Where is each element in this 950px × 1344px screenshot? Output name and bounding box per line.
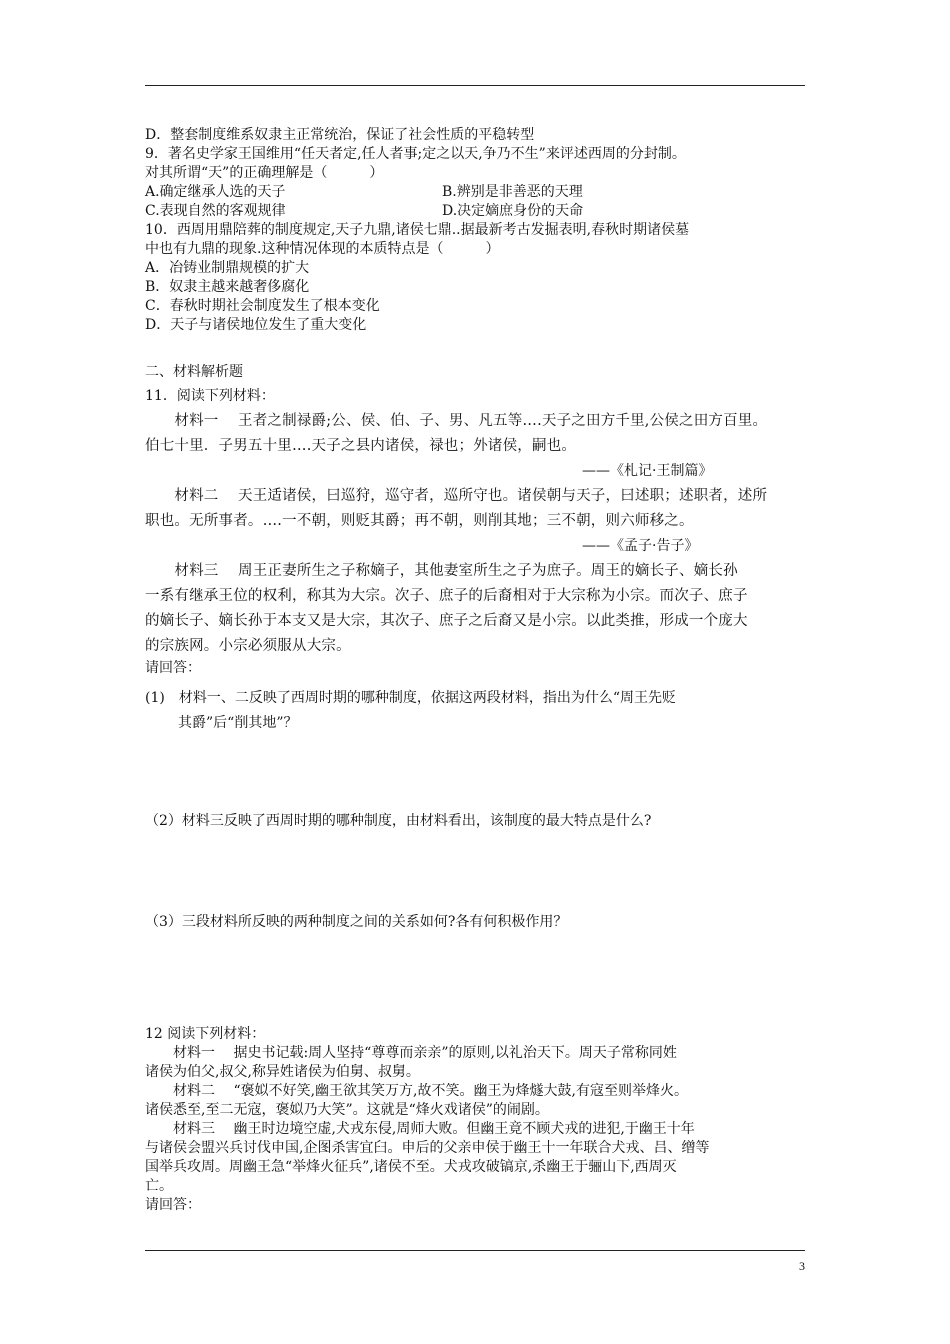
q11-material3-line3: 的嫡长子、嫡长孙于本支又是大宗，其次子、庶子之后裔又是小宗。以此类推，形成一个庞大 — [145, 613, 748, 629]
q10-option-c: C．春秋时期社会制度发生了根本变化 — [145, 298, 380, 314]
q11-material2-line1: 材料二 天王适诸侯，曰巡狩，巡守者，巡所守也。诸侯朝与天子，曰述职；述职者，述所 — [145, 488, 768, 504]
q10-option-a: A．冶铸业制鼎规模的扩大 — [145, 260, 310, 276]
q9-option-c: C.表现自然的客观规律 — [145, 203, 286, 219]
header-rule — [145, 85, 805, 86]
q12-ask: 请回答： — [145, 1197, 201, 1213]
q11-material3-line2: 一系有继承王位的权利，称其为大宗。次子、庶子的后裔相对于大宗称为小宗。而次子、庶子 — [145, 588, 748, 604]
section2-title: 二、材料解析题 — [145, 364, 243, 380]
q9-option-a: A.确定继承人选的天子 — [145, 184, 286, 200]
q11-sub2: （2）材料三反映了西周时期的哪种制度，由材料看出，该制度的最大特点是什么? — [145, 813, 652, 829]
q11-material2-source: ——《孟子·告子》 — [582, 538, 699, 554]
page-number: 3 — [799, 1259, 805, 1273]
q8-option-d: D．整套制度维系奴隶主正常统治，保证了社会性质的平稳转型 — [145, 127, 535, 143]
q12-material2-line2: 诸侯悉至,至二无寇，褒姒乃大笑”。这就是“烽火戏诸侯”的闹剧。 — [145, 1102, 549, 1118]
q12-material1-line2: 诸侯为伯父,叔父,称异姓诸侯为伯舅、叔舅。 — [145, 1064, 420, 1080]
q9-stem: 9．著名史学家王国维用“任天者定,任人者事;定之以天,争乃不生”来评述西周的分封制。 — [145, 146, 686, 162]
q10-option-b: B．奴隶主越来越奢侈腐化 — [145, 279, 310, 295]
q9-option-b: B.辨别是非善恶的天理 — [442, 184, 583, 200]
q11-material3-line1: 材料三 周王正妻所生之子称嫡子，其他妻室所生之子为庶子。周王的嫡长子、嫡长孙 — [145, 563, 738, 579]
q9-option-d: D.决定嫡庶身份的天命 — [442, 203, 584, 219]
q12-material2-line1: 材料二 “褒姒不好笑,幽王欲其笑万方,故不笑。幽王为烽燧大鼓,有寇至则举烽火。 — [145, 1083, 688, 1099]
q12-material3-line4: 亡。 — [145, 1178, 173, 1194]
q12-material3-line3: 国举兵攻周。周幽王急“举烽火征兵”,诸侯不至。犬戎攻破镐京,杀幽王于骊山下,西周灭 — [145, 1159, 677, 1175]
q10-stem: 10．西周用鼎陪葬的制度规定,天子九鼎,诸侯七鼎..据最新考古发掘表明,春秋时期诸侯墓 — [145, 222, 690, 238]
q11-sub1-line2: 其爵”后“削其地”？ — [178, 715, 298, 731]
q10-stem-cont: 中也有九鼎的现象.这种情况体现的本质特点是（ ） — [145, 241, 500, 257]
q9-stem-cont: 对其所谓“天”的正确理解是（ ） — [145, 165, 384, 181]
q12-intro: 12 阅读下列材料： — [145, 1026, 266, 1042]
q11-material1-source: ——《札记·王制篇》 — [582, 463, 713, 479]
q11-intro: 11．阅读下列材料： — [145, 388, 275, 404]
footer-rule — [145, 1250, 805, 1251]
q11-material1-line2: 伯七十里．子男五十里….天子之县内诸侯，禄也；外诸侯，嗣也。 — [145, 438, 577, 454]
q11-material1-line1: 材料一 王者之制禄爵;公、侯、伯、子、男、凡五等….天子之田方千里,公侯之田方百里。 — [145, 413, 768, 429]
q11-material3-line4: 的宗族网。小宗必须服从大宗。 — [145, 638, 351, 654]
q10-option-d: D．天子与诸侯地位发生了重大变化 — [145, 317, 367, 333]
q12-material1-line1: 材料一 据史书记载:周人坚持“尊尊而亲亲”的原则,以礼治天下。周天子常称同姓 — [145, 1045, 677, 1061]
q12-material3-line1: 材料三 幽王时边境空虚,犬戎东侵,周师大败。但幽王竟不顾犬戎的进犯,于幽王十年 — [145, 1121, 695, 1137]
q11-sub3: （3）三段材料所反映的两种制度之间的关系如何?各有何积极作用？ — [145, 914, 568, 930]
q12-material3-line2: 与诸侯会盟兴兵讨伐申国,企图杀害宜臼。申后的父亲申侯于幽王十一年联合犬戎、吕、缯等 — [145, 1140, 710, 1156]
q11-sub1-line1: (1) 材料一、二反映了西周时期的哪种制度，依据这两段材料，指出为什么“周王先贬 — [145, 690, 676, 706]
q11-material2-line2: 职也。无所事者。….一不朝，则贬其爵；再不朝，则削其地；三不朝，则六师移之。 — [145, 513, 694, 529]
q11-ask: 请回答： — [145, 660, 201, 676]
